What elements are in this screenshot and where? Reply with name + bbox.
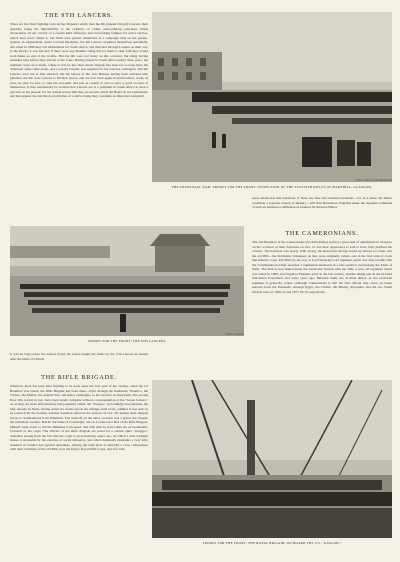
photo2-caption: TROOPS FOR THE FRONT: THE 9TH LANCERS. [87, 339, 167, 343]
photo2-credit: Photo. Crowder [226, 333, 244, 336]
cameronians-lead: keen satisfaction that battalions of these two fine and exclusive branches—for, in a sense, the Rifles constitute a separate branch of Infantry—will find themselves brigaded under the supreme command of such an eminent ex-Rifleman as General Sir Redvers Buller. [252, 196, 392, 209]
photo-scottish-rifles-inspection [152, 12, 392, 182]
cameronians-body: The 2nd Battalion of the Cameronians (Scottish Rifles) excited a great deal of enthusiasm in Glasgow on the occasion of their departure on Oct. 21 and their appearance is said to have fully justified the ovation. The battalion was nearly 1000 strong, the Reservists having turned up almost to a man, and the old 90th—the Perthshire Volunteers as they were originally called—are in the first rank of crack line infantry corps. The 90th, by the way, is Lord Wolseley's old regiment, and it was only recently that the Commander-in-Chief unveiled a regimental memorial in a fine position overlooking the Earth of Perth. The 90th is now linked under the Territorial System with the 26th, a very old regiment which was raised in 1689, and fought in Flanders early in the last century, besides taking part in the ill-fated Walcheren Expedition and some years ago, Between them, the Scottish Rifles, as the territorial regiment is generally called—although Cameronians is still the first official title—have an battle honours from the Peninsula, through Egypt, the Crimea, the Mutiny, Abyssinia, and the two South African wars of 1846-47 and 1877-78-79 respectively. [252, 240, 392, 294]
lancers-body: There are few finer fighting corps in her Majesty's Army than the 9th (Queen's Royal) Lancers, their specialty being the impossibility to the ordinary—or rather, extraordinary—exertions which characterise all our cavalry of a certain kind efficiency and overcoming fatigues for active service, which have never failed to win them even greater distinction in a campaign than on the parade-ground. In Afghanistan, under Colonel Bushman, the 9th Lancers acquitted themselves splendidly, and when in 1880 they left Ahmedabad for South Africa, and marched through London on their way to the Docks, it was felt that if there were any Mahdist rising left for them to deal with they would soon make an end of the trouble. But the 9th were not lucky on this occasion, the rising having subsided long before they arrived at the Cape. Having stayed in South Africa nearly three years, the regiment went on to India, where it was no less than whose brigade has been for so long since the Transvaal came came about, and a cavalry brigade was required for the Lancers contingent. The 9th Lancers were not at first selected, but the heroes of the 11th Hussars having been attacked with glanders, the 9th were ordered to fill their places, and are now back again in South Africa, ready, as ever, we may be sure, to take the war-path, and just as certain as ever to give a good account of themselves. It may incidentally be recalled that Lancers are at a premium in South Africa at such a juncture as the present, for the double reason that they are an arm which the Boers do not understand, and that against the matchlock proclivities of a native rising they constitute an important safeguard. [10, 22, 148, 98]
rifle-brigade-heading: THE RIFLE BRIGADE. [41, 374, 117, 381]
photo-rifle-brigade-ship [152, 380, 392, 538]
photo3-caption: TROOPS FOR THE FRONT: THE ROYAL BRIGADE ON BOARD THE S.S. "GASCON." [202, 541, 342, 545]
photo1-credit: Photo. Mitchell and Macdonald [356, 179, 392, 182]
photo3-credit: Photo. Cribb [377, 535, 392, 538]
rifle-brigade-body: Wherever there has been hard fighting to be done since the first year of the century, when the 1st Battalion was raised, the Rifle Brigade has been there—right through the Peninsula, Waterloo, the Crimea, the Mutiny, the Afghan War, and minor campaigns, to the advance on Khartoum. The second Boer War would, in fact, have been barely complete without a representation of the "Green Jackets," as, as they are more affectionately and popularly called, the "Sweeps." Accordingly one battalion, the 2nd, already in Natal, having sailed six weeks ago in the Jelunga from Crete, whither it was sent on its return from the Soudan. Another battalion sailed in the Gascon on Oct. 28, having been shipped across to Southampton from Parkhurst. The send-off on the latter occasion was a grand one, despite the inclement weather. H.R.H. the Duke of Connaught, who is Colonel-in-Chief of the Rifle Brigade, himself came down to bid the Riflemen God-speed, and with him no fewer than six ex-Lieutenant-Colonels of the corps. The officers of the Rifle Brigade are noted for a certain quiet "swagger," doubtless arising from the fact that the corps is an exclusively select one, on which a wise tradition makes it attainable by the exercise of social influence, and which habitually maintains a very lofty standard of conduct and general smartness. Among the rank there is naturally a close camaraderie with their comrades of the old 60th, now the King's Royal Rifle Corps, and it is with [10, 384, 148, 451]
lancers-continued: It will be long before the natives forget the lesson taught the Zulus by the 17th Lancers in pursuit after the battle of Ulundi. [10, 352, 148, 361]
lancers-heading: THE 9TH LANCERS. [44, 12, 114, 19]
photo-9th-lancers [10, 226, 244, 336]
photo1-caption: THE TRANSVAAL WAR: TROOPS FOR THE FRONT: INSPECTION OF THE SCOTTISH RIFLES AT MARYHILL, GLASGOW. [171, 185, 373, 189]
cameronians-heading: THE CAMERONIANS. [285, 230, 359, 237]
